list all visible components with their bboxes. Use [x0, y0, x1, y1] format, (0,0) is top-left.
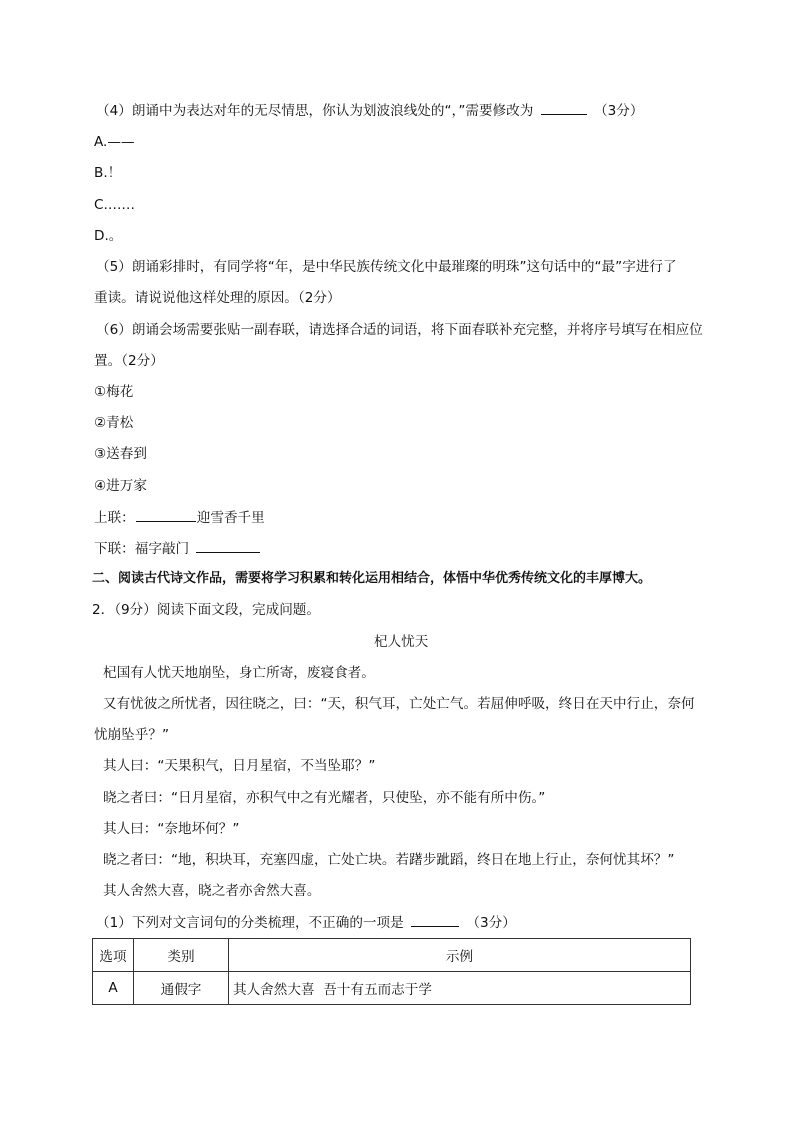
q4-score: （3分）: [594, 103, 644, 119]
q4-option-c: C.……: [94, 197, 136, 213]
table-header-row: [93, 939, 691, 972]
couplet-upper-text: 迎雪香千里: [196, 510, 265, 526]
q2-1-stem: [96, 912, 516, 933]
passage-paragraph-5: 其人曰：“奈地坏何？”: [103, 821, 240, 837]
couplet-lower-text: 下联：福字敲门: [94, 541, 190, 557]
section-2-heading: 二、阅读古代诗文作品，需要将学习积累和转化运用相结合，体悟中华优秀传统文化的丰厚博大。: [92, 571, 652, 586]
table-header-cell: 示例: [229, 939, 691, 972]
couplet-lower-blank[interactable]: [196, 538, 260, 553]
q4-option-b: B.！: [94, 165, 122, 181]
q2-1-score: （3分）: [466, 915, 516, 931]
q6-stem-line2: 置。（2分）: [94, 353, 164, 369]
q6-choice-2: ②青松: [94, 415, 134, 431]
q4-stem: [96, 100, 643, 121]
q2-1-answer-blank[interactable]: [411, 912, 459, 927]
passage-title: 杞人忧天: [374, 634, 429, 650]
q6-choice-4: ④进万家: [94, 478, 147, 494]
passage-paragraph-6: 晓之者曰：“地，积块耳，充塞四虚，亡处亡块。若躇步跐蹈，终日在地上行止，奈何忧其坏？”: [103, 852, 675, 868]
q4-answer-blank[interactable]: [541, 100, 587, 115]
q4-text: （4）朗诵中为表达对年的无尽情思，你认为划波浪线处的“，”需要修改为: [96, 103, 534, 119]
q2-intro: 2．（9分）阅读下面文段，完成问题。: [92, 602, 320, 618]
q4-option-a: A.——: [94, 134, 135, 150]
table-row: [93, 972, 691, 1005]
couplet-upper-label: 上联：: [94, 510, 135, 526]
couplet-upper: [94, 507, 265, 528]
passage-paragraph-2-line1: 又有忧彼之所忧者，因往晓之，曰：“天，积气耳，亡处亡气。若屈伸呼吸，终日在天中行止，奈何: [103, 696, 695, 712]
q5-stem-line2: 重读。请说说他这样处理的原因。（2分）: [94, 290, 341, 306]
passage-paragraph-1: 杞国有人忧天地崩坠，身亡所寄，废寝食者。: [103, 665, 375, 681]
q6-stem-line1: （6）朗诵会场需要张贴一副春联，请选择合适的词语，将下面春联补充完整，并将序号填写在相应位: [96, 322, 703, 338]
passage-paragraph-2-line2: 忧崩坠乎？”: [94, 727, 170, 743]
passage-paragraph-7: 其人舍然大喜，晓之者亦舍然大喜。: [103, 883, 321, 899]
q5-stem-line1: （5）朗诵彩排时，有同学将“年，是中华民族传统文化中最璀璨的明珠”这句话中的“最”字进行了: [96, 259, 677, 275]
couplet-lower: [94, 538, 263, 559]
passage-paragraph-3: 其人曰：“天果积气，日月星宿，不当坠耶？”: [103, 758, 376, 774]
classification-table: [92, 938, 691, 1005]
table-header-cell: 选项: [93, 939, 134, 972]
q4-option-d: D.。: [94, 228, 123, 244]
table-header-cell: 类别: [134, 939, 229, 972]
table-cell: 其人舍然大喜 吾十有五而志于学: [229, 972, 691, 1005]
table-cell: A: [93, 972, 134, 1005]
couplet-upper-blank[interactable]: [136, 507, 196, 522]
q6-choice-1: ①梅花: [94, 384, 134, 400]
passage-paragraph-4: 晓之者曰：“日月星宿，亦积气中之有光耀者，只使坠，亦不能有所中伤。”: [103, 790, 546, 806]
q2-1-text: （1）下列对文言词句的分类梳理，不正确的一项是: [96, 915, 404, 931]
table-cell: 通假字: [134, 972, 229, 1005]
q6-choice-3: ③送春到: [94, 446, 147, 462]
